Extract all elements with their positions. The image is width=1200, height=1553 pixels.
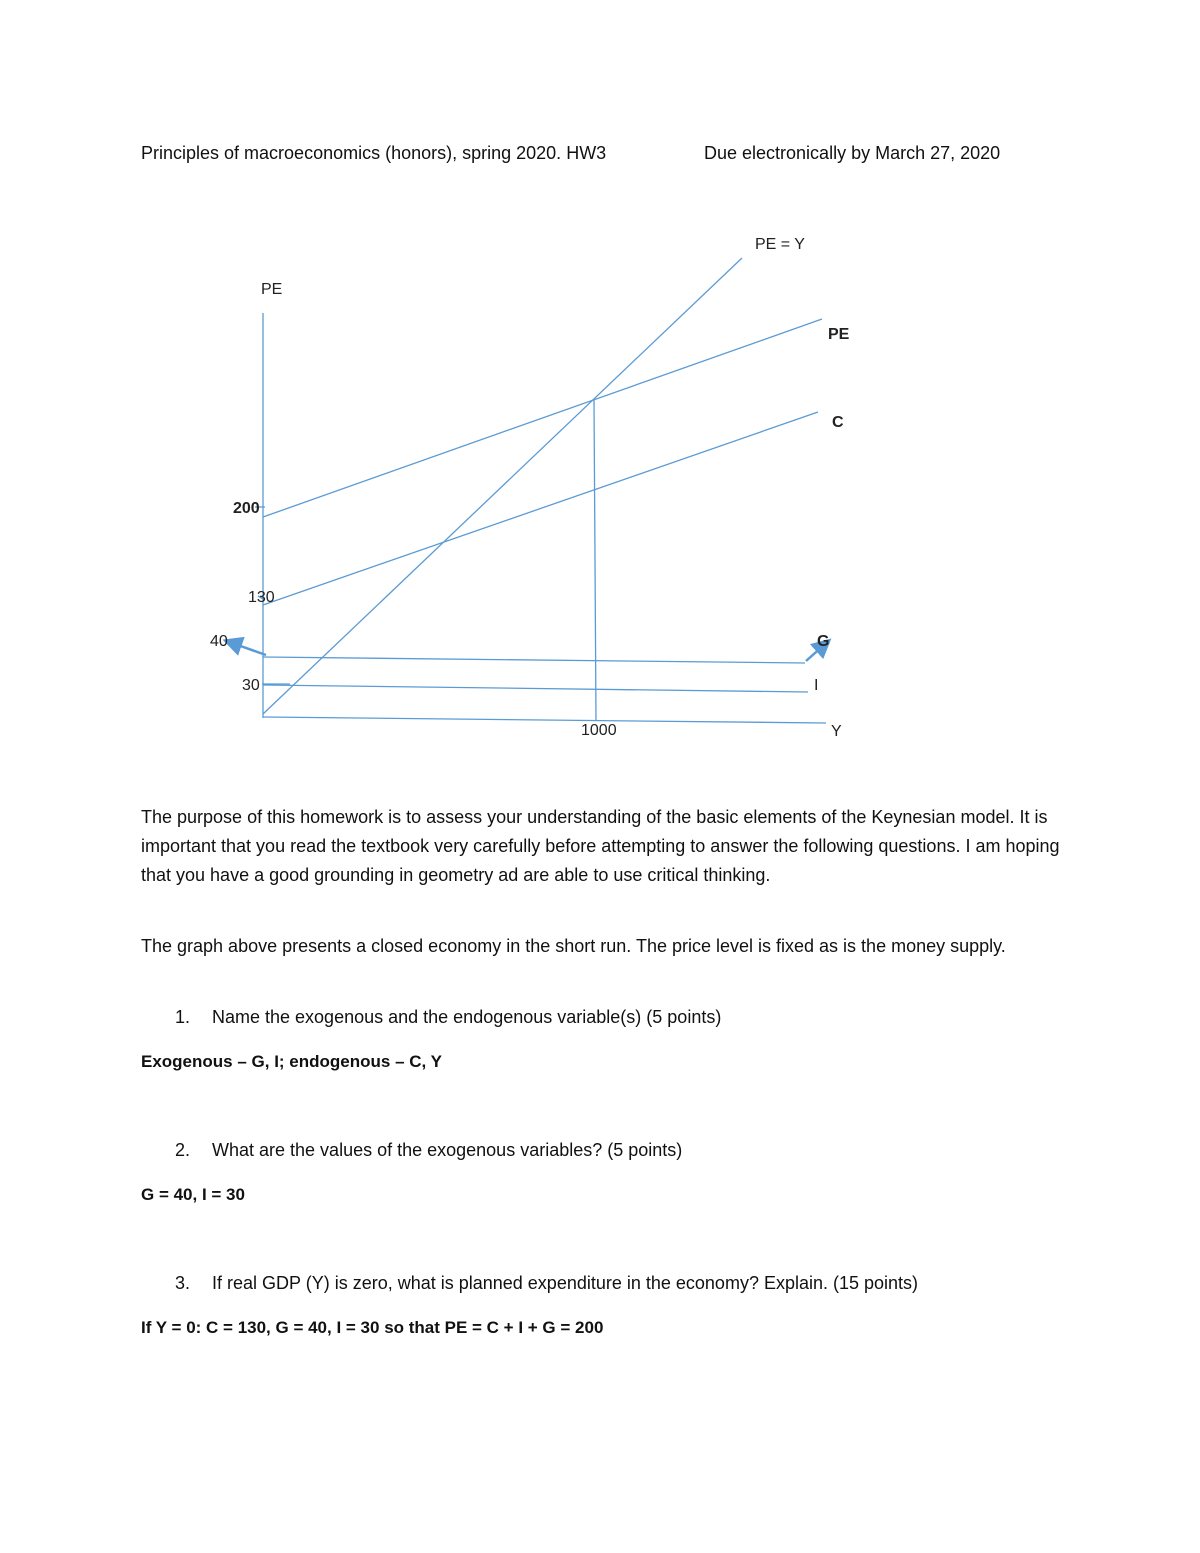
question-1 — [175, 1007, 721, 1028]
i-label: I — [814, 677, 819, 694]
answer-3: If Y = 0: C = 130, G = 40, I = 30 so that PE = C + I + G = 200 — [141, 1318, 604, 1337]
tick-label-40: 40 — [210, 633, 228, 650]
i-line — [263, 685, 808, 692]
due-date: Due electronically by March 27, 2020 — [704, 143, 1001, 163]
question-number: 1. — [175, 1007, 191, 1027]
question-3 — [175, 1273, 918, 1294]
answer-1: Exogenous – G, I; endogenous – C, Y — [141, 1052, 443, 1071]
tick-label-130: 130 — [248, 589, 275, 606]
c-line — [263, 412, 818, 605]
question-text: What are the values of the exogenous variables? (5 points) — [212, 1140, 683, 1160]
question-number: 3. — [175, 1273, 191, 1293]
arrow-to-40 — [232, 643, 266, 655]
g-line — [263, 657, 805, 663]
course-title: Principles of macroeconomics (honors), spring 2020. HW3 — [141, 143, 607, 163]
question-text: If real GDP (Y) is zero, what is planned expenditure in the economy? Explain. (15 points) — [212, 1273, 919, 1293]
question-text: Name the exogenous and the endogenous variable(s) (5 points) — [212, 1007, 722, 1027]
tick-label-1000: 1000 — [581, 722, 617, 739]
question-number: 2. — [175, 1140, 191, 1160]
x-axis-line — [263, 717, 826, 723]
answer-2: G = 40, I = 30 — [141, 1185, 245, 1204]
pe-equals-y-line — [263, 258, 742, 714]
equilibrium-vertical-line — [594, 399, 596, 720]
x-axis-label: Y — [831, 723, 842, 740]
question-2 — [175, 1140, 682, 1161]
tick-label-200: 200 — [233, 500, 260, 517]
c-label: C — [832, 414, 844, 431]
pe-line — [263, 319, 822, 517]
pe-label: PE — [828, 326, 850, 343]
tick-label-30: 30 — [242, 677, 260, 694]
y-axis-label: PE — [261, 281, 283, 298]
intro-paragraph-1: The purpose of this homework is to assess your understanding of the basic elements of the Keynesian model. It is important that you read the textbook very carefully before attempting to answer the following questions. I am hoping that you have a good grounding in geometry ad are able to use critical thinking. — [141, 807, 1060, 885]
g-label: G — [817, 633, 830, 650]
intro-paragraph-2: The graph above presents a closed economy in the short run. The price level is fixed as is the money supply. — [141, 936, 1006, 956]
pe-equals-y-label: PE = Y — [755, 236, 805, 253]
